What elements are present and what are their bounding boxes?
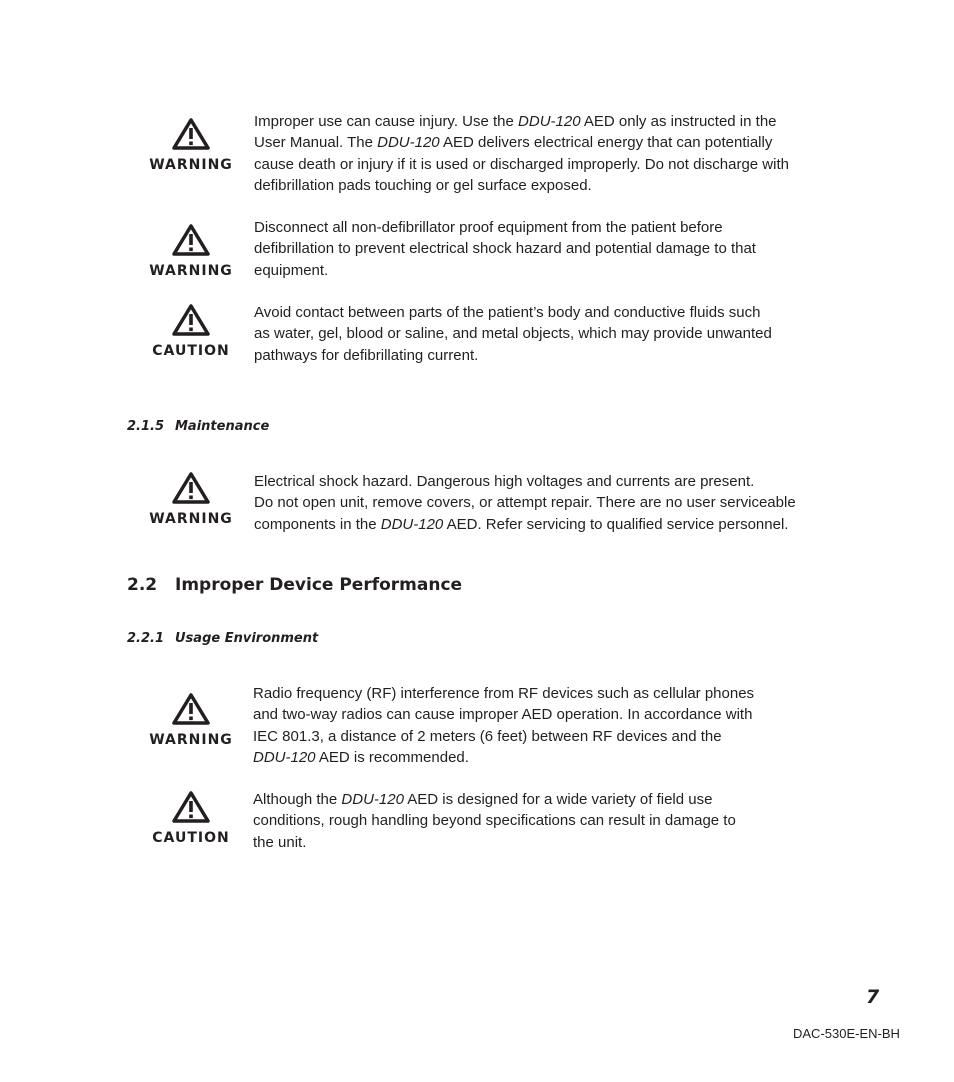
warning-triangle-icon [171,117,211,151]
text-line: Avoid contact between parts of the patient’s body and conductive fluids such [254,304,761,321]
text-line: components in the DDU-120 AED. Refer servicing to qualified service personnel. [254,515,789,533]
section-number: 2.2 [127,575,158,595]
notice-label: WARNING [149,511,233,527]
notice-text [254,111,844,196]
notice-label: WARNING [149,263,233,279]
notice-text [254,471,844,535]
product-name: DDU-120 [341,791,404,808]
text-line: IEC 801.3, a distance of 2 meters (6 feet) between RF devices and the [253,727,722,745]
notice-symbol [144,117,238,173]
notice-symbol [144,303,238,359]
notice-text [253,789,843,853]
product-name: DDU-120 [380,515,444,533]
section-title: Improper Device Performance [175,575,463,595]
section-number: 2.2.1 [127,631,165,646]
warning-triangle-icon [171,692,211,726]
notice-symbol [144,790,238,846]
text-line: Electrical shock hazard. Dangerous high voltages and currents are present. [254,473,755,490]
text-line: cause death or injury if it is used or discharged improperly. Do not discharge with [254,155,789,173]
section-title: Usage Environment [175,631,319,646]
text-line: User Manual. The DDU-120 AED delivers electrical energy that can potentially [254,134,773,152]
product-name: DDU-120 [518,113,581,130]
notice-text [254,302,844,366]
section-heading-maintenance [127,419,269,434]
text-line: defibrillation to prevent electrical shock hazard and potential damage to that [254,240,756,258]
document-code: DAC-530E-EN-BH [793,1026,900,1041]
notice-label: CAUTION [152,830,230,846]
text-line: pathways for defibrillating current. [254,346,479,364]
text-line: equipment. [254,261,329,279]
text-line: Radio frequency (RF) interference from RF devices such as cellular phones [253,685,755,702]
text-line: Disconnect all non-defibrillator proof equipment from the patient before [254,219,723,236]
section-heading-improper-performance [127,575,462,595]
notice-text [253,683,843,768]
text-line: conditions, rough handling beyond specifications can result in damage to [253,812,736,830]
warning-triangle-icon [171,471,211,505]
text-line: Although the DDU-120 AED is designed for a wide variety of field use [253,791,713,808]
text-line: Do not open unit, remove covers, or attempt repair. There are no user serviceable [254,494,796,512]
warning-triangle-icon [171,223,211,257]
notice-symbol [144,471,238,527]
text-line: defibrillation pads touching or gel surface exposed. [254,176,592,194]
warning-triangle-icon [171,790,211,824]
notice-label: WARNING [149,157,233,173]
section-heading-usage-environment [127,631,318,646]
notice-symbol [144,223,238,279]
text-line: as water, gel, blood or saline, and metal objects, which may provide unwanted [254,325,772,343]
notice-label: CAUTION [152,343,230,359]
product-name: DDU-120 [253,748,316,766]
warning-triangle-icon [171,303,211,337]
section-number: 2.1.5 [127,419,165,434]
text-line: DDU-120 AED is recommended. [253,748,469,766]
page-number: 7 [866,986,880,1008]
notice-text [254,217,844,281]
notice-label: WARNING [149,732,233,748]
section-title: Maintenance [175,419,270,434]
text-line: the unit. [253,833,307,851]
text-line: Improper use can cause injury. Use the DDU-120 AED only as instructed in the [254,113,777,130]
product-name: DDU-120 [377,134,440,152]
notice-symbol [144,692,238,748]
text-line: and two-way radios can cause improper AED operation. In accordance with [253,706,753,724]
